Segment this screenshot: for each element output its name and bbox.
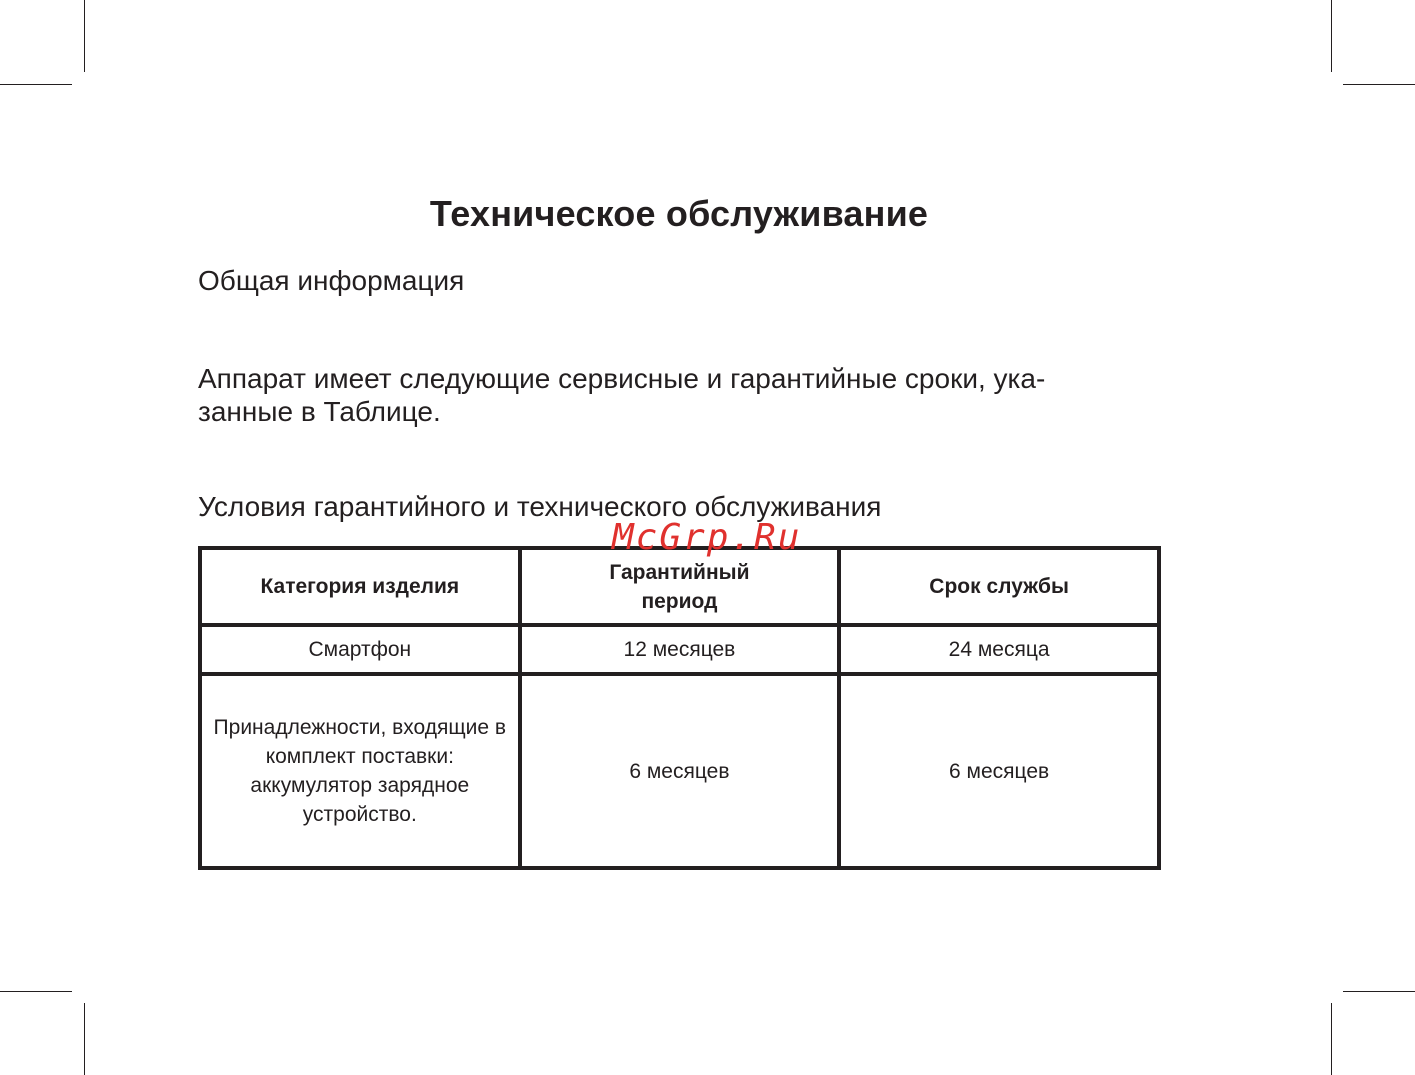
table-row <box>200 625 1159 674</box>
crop-mark-bottom-left-vertical <box>84 1003 85 1075</box>
cell-category: Принадлежности, входящие в комплект поставки: аккумулятор зарядное устройство. <box>200 674 520 868</box>
section-heading: Общая информация <box>198 265 465 296</box>
crop-mark-bottom-right-vertical <box>1331 1003 1332 1075</box>
crop-mark-bottom-left-horizontal <box>0 991 72 992</box>
crop-mark-top-left-vertical <box>84 0 85 72</box>
cell-service-life: 6 месяцев <box>839 674 1159 868</box>
cell-category: Смартфон <box>200 625 520 674</box>
header-product-category: Категория изделия <box>200 548 520 625</box>
warranty-table <box>198 546 1161 870</box>
table-caption: Условия гарантийного и технического обслуживания <box>198 491 882 522</box>
watermark: McGrp.Ru <box>612 517 802 558</box>
crop-mark-top-left-horizontal <box>0 84 72 85</box>
crop-mark-top-right-horizontal <box>1343 84 1415 85</box>
table-row <box>200 674 1159 868</box>
cell-warranty: 12 месяцев <box>520 625 840 674</box>
cell-warranty: 6 месяцев <box>520 674 840 868</box>
crop-mark-bottom-right-horizontal <box>1343 991 1415 992</box>
header-warranty-period: Гарантийный период <box>520 548 840 625</box>
intro-paragraph: Аппарат имеет следующие сервисные и гарантийные сроки, ука- занные в Таблице. <box>198 363 1046 427</box>
header-service-life: Срок службы <box>839 548 1159 625</box>
crop-mark-top-right-vertical <box>1331 0 1332 72</box>
page-title: Техническое обслуживание <box>429 193 929 234</box>
cell-service-life: 24 месяца <box>839 625 1159 674</box>
